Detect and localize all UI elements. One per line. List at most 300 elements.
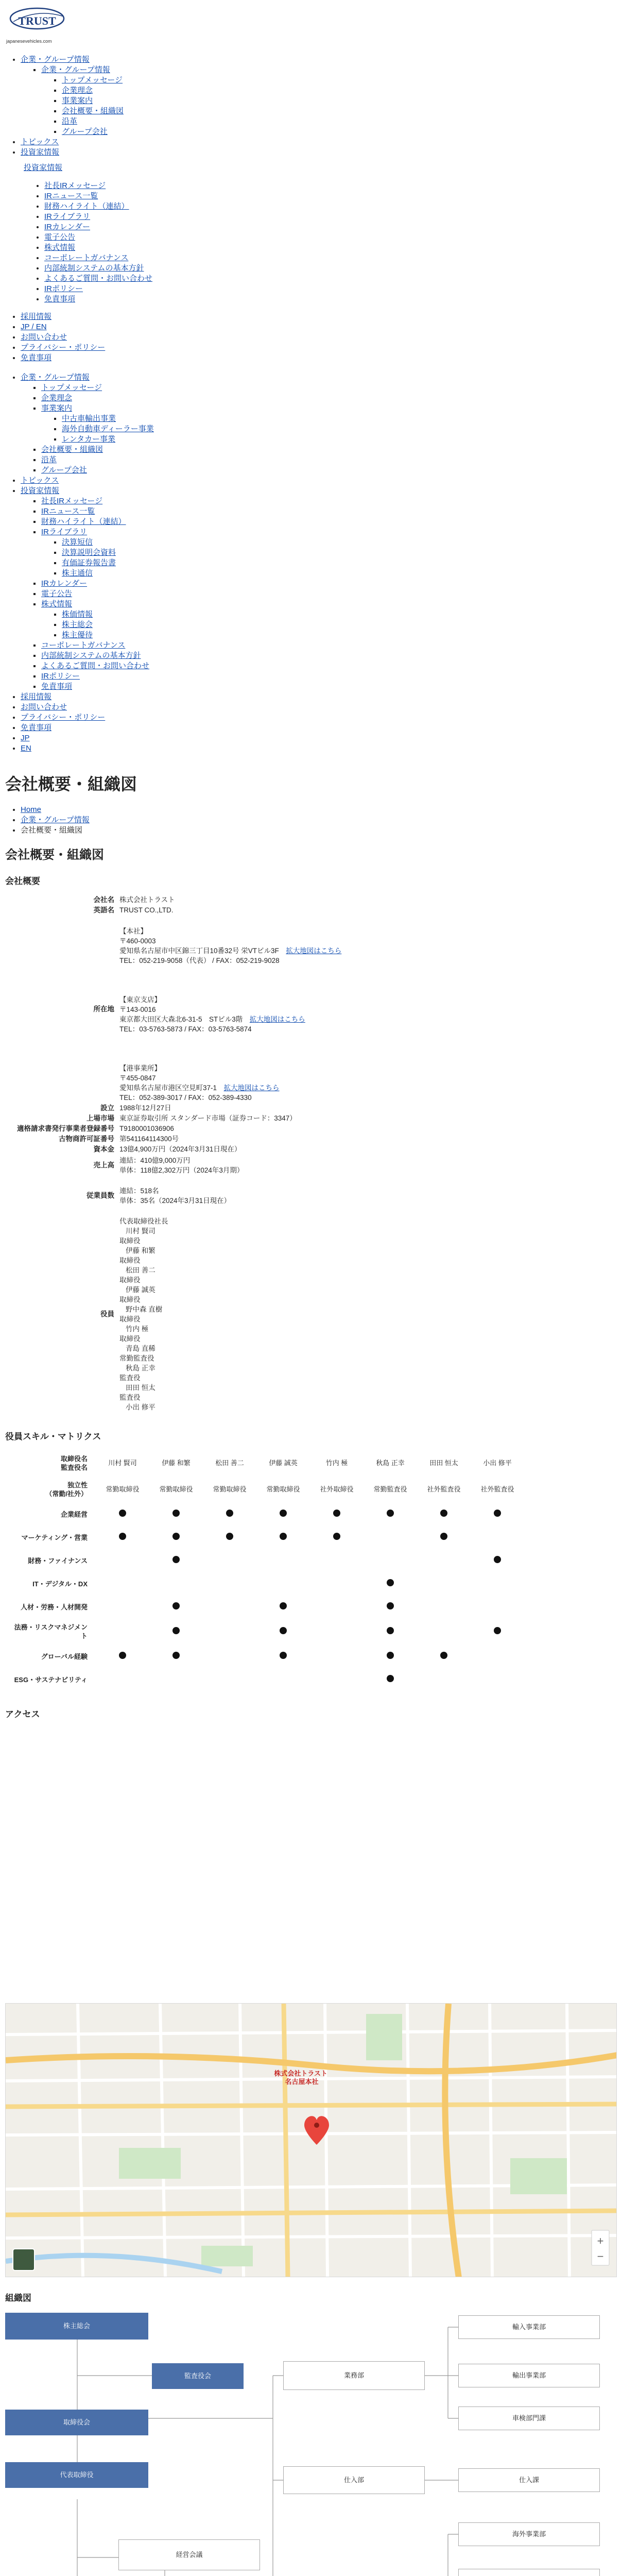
skill-cell <box>471 1503 524 1526</box>
skill-dot-icon <box>280 1627 287 1634</box>
tokyo-tel: TEL：03-5763-5873 / FAX：03-5763-5874 <box>119 1025 252 1033</box>
org-board: 取締役会 <box>5 2410 148 2435</box>
skill-cell <box>149 1645 203 1668</box>
full-menu-link[interactable]: 会社概要・組織図 <box>41 445 103 454</box>
menu-item-link[interactable]: 沿革 <box>62 117 78 126</box>
ir-menu-link[interactable]: 免責事項 <box>44 294 76 303</box>
menu-item-link[interactable]: グループ会社 <box>62 127 108 137</box>
officer-name: 竹内 極 <box>126 1325 149 1333</box>
misc-menu-item <box>21 343 622 353</box>
full-menu-link[interactable]: グループ会社 <box>41 465 87 474</box>
skill-label: 企業経営 <box>60 1510 88 1518</box>
full-menu-item <box>41 589 622 599</box>
org-marketing <box>458 2569 600 2576</box>
skill-dot-icon <box>387 1652 394 1659</box>
skills-col-position: 社外取締役 <box>320 1485 354 1494</box>
full-menu-item <box>62 630 622 640</box>
skill-dot-icon <box>387 1510 394 1517</box>
full-menu-link[interactable]: プライバシー・ポリシー <box>21 713 106 722</box>
full-menu-link[interactable]: IRライブラリ <box>41 527 88 536</box>
ir-menu-link[interactable]: コーポレートガバナンス <box>44 253 129 262</box>
full-menu-link[interactable]: 株価情報 <box>62 609 93 619</box>
skill-cell <box>203 1503 256 1526</box>
skill-dot-icon <box>333 1510 340 1517</box>
skills-col-position: 常勤取締役 <box>266 1485 300 1494</box>
full-menu-group <box>21 372 622 476</box>
ir-menu-link[interactable]: 電子公告 <box>44 232 76 242</box>
officers-cell <box>119 1216 341 1413</box>
company-table <box>10 895 341 1413</box>
full-menu-link[interactable]: 決算短信 <box>62 537 93 547</box>
full-menu-link[interactable]: 決算説明会資料 <box>62 548 116 557</box>
ir-menu-item <box>44 222 622 232</box>
skill-cell <box>417 1668 471 1691</box>
menu-item <box>62 116 622 127</box>
full-menu-link[interactable]: 企業理念 <box>41 393 73 402</box>
company-row <box>10 905 341 916</box>
full-menu-item <box>21 713 622 723</box>
skill-cell <box>471 1572 524 1596</box>
menu-group-sub-link[interactable]: 企業・グループ情報 <box>41 65 110 75</box>
skill-cell <box>256 1526 310 1549</box>
company-row <box>10 1103 341 1113</box>
zoom-in-icon[interactable]: + <box>597 2234 604 2247</box>
misc-menu-link[interactable]: プライバシー・ポリシー <box>21 343 106 352</box>
skill-cell <box>310 1572 364 1596</box>
skills-col-position: 常勤監査役 <box>373 1485 407 1494</box>
menu-ir-link[interactable]: 投資家情報 <box>21 148 60 157</box>
ir-menu-link[interactable]: IRライブラリ <box>44 212 91 221</box>
full-menu-item <box>41 682 622 692</box>
skill-dot-icon <box>333 1533 340 1540</box>
row-value: 東京証券取引所 スタンダード市場（証券コード：3347） <box>119 1114 297 1122</box>
misc-menu-item <box>21 322 622 332</box>
misc-menu-link[interactable]: お問い合わせ <box>21 332 67 342</box>
full-menu-link[interactable]: 免責事項 <box>21 723 52 732</box>
menu-group-sub <box>41 65 622 137</box>
skill-cell <box>471 1526 524 1549</box>
ir-menu <box>24 181 622 304</box>
row-value: 1988年12月27日 <box>119 1104 171 1112</box>
skill-label: 人材・労務・人材開発 <box>20 1603 88 1611</box>
full-menu-item <box>41 599 622 640</box>
org-export1: 輸入事業部 <box>458 2315 600 2339</box>
full-menu-item <box>41 393 622 403</box>
full-menu-item <box>62 609 622 620</box>
menu-item <box>62 106 622 116</box>
skill-cell <box>310 1668 364 1691</box>
officer-title: 取締役 <box>119 1334 141 1343</box>
skill-dot-icon <box>387 1675 394 1682</box>
full-menu-link[interactable]: トップメッセージ <box>41 383 102 392</box>
skill-label: 法務・リスクマネジメント <box>14 1623 88 1640</box>
breadcrumb-link[interactable]: 企業・グループ情報 <box>21 815 90 824</box>
skill-cell <box>471 1549 524 1572</box>
skill-cell <box>256 1572 310 1596</box>
officer-name: 松田 善二 <box>126 1266 156 1274</box>
page-title: 会社概要・組織図 <box>5 774 137 793</box>
skills-row <box>8 1596 524 1619</box>
skill-dot-icon <box>387 1602 394 1609</box>
skill-cell <box>256 1668 310 1691</box>
misc-menu-item <box>21 332 622 343</box>
skill-cell <box>417 1549 471 1572</box>
full-menu-item <box>21 476 622 486</box>
map-link[interactable]: 拡大地図はこちら <box>286 946 342 955</box>
full-menu-item <box>41 496 622 506</box>
access-heading: アクセス <box>5 1709 40 1719</box>
full-menu-stock-sub <box>41 609 622 640</box>
full-menu-link[interactable]: トピックス <box>21 476 59 485</box>
full-menu-link[interactable]: 事業案内 <box>41 403 73 413</box>
skills-col-position: 社外監査役 <box>480 1485 514 1494</box>
row-label: 資本金 <box>93 1145 114 1154</box>
skills-head-position: 独立性 （常勤/社外） <box>45 1481 88 1498</box>
skill-cell <box>96 1503 149 1526</box>
skill-cell <box>364 1645 417 1668</box>
officer-title: 取締役 <box>119 1256 141 1264</box>
skill-cell <box>96 1619 149 1645</box>
full-menu-link[interactable]: 社長IRメッセージ <box>41 496 103 505</box>
full-menu-item <box>41 517 622 527</box>
skill-cell <box>471 1619 524 1645</box>
skill-cell <box>149 1572 203 1596</box>
skill-dot-icon <box>440 1510 447 1517</box>
port-zip: 〒455-0847 <box>119 1074 156 1082</box>
row-value: 13億4,900万円（2024年3月31日現在） <box>119 1145 241 1154</box>
skill-cell <box>310 1503 364 1526</box>
skills-col-name: 田田 恒太 <box>429 1459 458 1467</box>
satellite-toggle[interactable] <box>13 2249 34 2270</box>
ir-menu-item <box>44 232 622 243</box>
zoom-control[interactable] <box>592 2230 609 2265</box>
full-menu-item <box>62 548 622 558</box>
org-import: 仕入部 <box>283 2466 425 2494</box>
full-menu-link[interactable]: 株主総会 <box>62 620 93 629</box>
full-menu <box>0 363 622 754</box>
officer-name: 伊藤 和繁 <box>126 1246 156 1255</box>
ir-menu-title[interactable]: 投資家情報 <box>24 163 63 173</box>
officer-title: 取締役 <box>119 1315 141 1323</box>
full-menu-item <box>41 455 622 465</box>
officer-title: 常勤監査役 <box>119 1354 154 1362</box>
skill-cell <box>417 1645 471 1668</box>
skill-cell <box>417 1526 471 1549</box>
skills-col-position: 常勤取締役 <box>106 1485 140 1494</box>
address-cell <box>119 916 341 1103</box>
menu-group-items <box>41 75 622 137</box>
skills-col-name: 松田 善二 <box>215 1459 244 1467</box>
full-menu-link[interactable]: レンタカー事業 <box>62 434 116 444</box>
ir-menu-link[interactable]: 財務ハイライト（連結） <box>44 201 129 211</box>
officer-title: 監査役 <box>119 1393 141 1401</box>
skills-header-row <box>8 1450 524 1477</box>
access-map[interactable] <box>5 2003 617 2277</box>
full-menu-link[interactable]: 沿革 <box>41 455 57 464</box>
full-menu-link[interactable]: コーポレートガバナンス <box>41 640 126 650</box>
full-menu-link[interactable]: IRカレンダー <box>41 579 88 588</box>
full-menu-item <box>62 568 622 579</box>
skill-cell <box>96 1526 149 1549</box>
skill-cell <box>310 1619 364 1645</box>
ir-menu-link[interactable]: 社長IRメッセージ <box>44 181 106 190</box>
full-menu-link[interactable]: 株主通信 <box>62 568 93 578</box>
skill-dot-icon <box>440 1652 447 1659</box>
row-label: 役員 <box>100 1310 114 1318</box>
skill-cell <box>471 1596 524 1619</box>
row-value: 連結：410億9,000万円 単体：118億2,302万円（2024年3月期） <box>119 1156 244 1174</box>
primary-menu <box>0 44 622 158</box>
skill-dot-icon <box>119 1652 126 1659</box>
skill-dot-icon <box>387 1627 394 1634</box>
ir-menu-item <box>44 263 622 274</box>
menu-item-link[interactable]: トップメッセージ <box>62 76 123 85</box>
skill-label: IT・デジタル・DX <box>32 1580 88 1588</box>
ir-menu-link[interactable]: 株式情報 <box>44 243 76 252</box>
ir-menu-item <box>44 253 622 263</box>
full-menu-link[interactable]: EN <box>21 743 31 753</box>
full-menu-link[interactable]: 株主優待 <box>62 630 93 639</box>
menu-item-link[interactable]: 事業案内 <box>62 96 93 106</box>
skills-col-name: 伊藤 和繁 <box>162 1459 191 1467</box>
company-row <box>10 1144 341 1155</box>
skill-cell <box>364 1526 417 1549</box>
breadcrumb-link[interactable]: Home <box>21 805 42 814</box>
full-menu-link[interactable]: 電子公告 <box>41 589 73 598</box>
skill-dot-icon <box>172 1602 180 1609</box>
full-menu-link[interactable]: 投資家情報 <box>21 486 60 495</box>
skill-label: ESG・サステナビリティ <box>14 1675 88 1684</box>
ir-menu-item <box>44 294 622 304</box>
ir-menu-link[interactable]: IRニュース一覧 <box>44 191 98 200</box>
skills-row <box>8 1526 524 1549</box>
misc-menu-item <box>21 353 622 363</box>
misc-menu-link[interactable]: JP / EN <box>21 322 47 331</box>
skill-cell <box>417 1596 471 1619</box>
misc-menu <box>0 304 622 363</box>
ir-menu-item <box>44 274 622 284</box>
row-label: 売上高 <box>93 1161 114 1169</box>
full-menu-item <box>41 661 622 671</box>
org-import-sec: 仕入課 <box>458 2468 600 2492</box>
org-risk: 経営会議 <box>118 2539 260 2570</box>
menu-topics-link[interactable]: トピックス <box>21 138 59 147</box>
misc-menu-item <box>21 312 622 322</box>
breadcrumb <box>0 805 622 836</box>
org-car: 車検部門課 <box>458 2406 600 2430</box>
full-menu-item <box>21 733 622 743</box>
skills-row <box>8 1668 524 1691</box>
map-pin-label: 株式会社トラスト 名古屋本社 <box>274 2069 327 2086</box>
menu-group <box>21 55 622 137</box>
skills-row <box>8 1645 524 1668</box>
officer-name: 青島 直稀 <box>126 1344 156 1352</box>
skill-dot-icon <box>280 1510 287 1517</box>
full-menu-link[interactable]: よくあるご質問・お問い合わせ <box>41 661 150 670</box>
skill-label: グローバル経験 <box>41 1652 88 1660</box>
row-label: 適格請求書発行事業者登録番号 <box>17 1125 114 1133</box>
zoom-out-icon[interactable]: − <box>597 2249 604 2263</box>
map-image <box>6 2004 617 2277</box>
misc-menu-link[interactable]: 免責事項 <box>21 353 52 362</box>
map-link[interactable]: 拡大地図はこちら <box>249 1015 305 1023</box>
org-auditors: 監査役会 <box>152 2363 244 2389</box>
tokyo-zip: 〒143-0016 <box>119 1005 156 1013</box>
ir-menu-link[interactable]: IRポリシー <box>44 284 83 293</box>
skill-cell <box>310 1549 364 1572</box>
skills-col-position: 常勤取締役 <box>213 1485 247 1494</box>
full-menu-item <box>41 403 622 445</box>
full-menu-link[interactable]: 有価証券報告書 <box>62 558 116 567</box>
full-menu-item <box>41 671 622 682</box>
skill-cell <box>364 1596 417 1619</box>
company-row <box>10 916 341 1103</box>
menu-group-link[interactable]: 企業・グループ情報 <box>21 55 90 64</box>
skill-cell <box>203 1549 256 1572</box>
row-label: 会社名 <box>93 896 114 904</box>
skill-dot-icon <box>172 1510 180 1517</box>
row-label: 設立 <box>100 1104 114 1112</box>
full-menu-link[interactable]: お問い合わせ <box>21 702 67 711</box>
section-title: 会社概要・組織図 <box>5 848 104 862</box>
skills-row <box>8 1572 524 1596</box>
menu-item-link[interactable]: 企業理念 <box>62 86 93 95</box>
row-value: T9180001036906 <box>119 1125 174 1133</box>
hq-address: 愛知県名古屋市中区錦三丁目10番32号 栄VTビル3F 拡大地図はこちら <box>119 946 342 955</box>
full-menu-item <box>21 743 622 754</box>
full-menu-irlib-sub <box>41 537 622 579</box>
skills-matrix <box>8 1450 524 1691</box>
full-menu-item <box>41 445 622 455</box>
map-link[interactable]: 拡大地図はこちら <box>223 1083 280 1092</box>
full-menu-item <box>21 702 622 713</box>
menu-item <box>62 86 622 96</box>
full-menu-item <box>62 558 622 568</box>
skill-cell <box>256 1596 310 1619</box>
skill-cell <box>256 1619 310 1645</box>
skill-cell <box>256 1503 310 1526</box>
full-menu-ir-sub <box>21 496 622 692</box>
port-tel: TEL：052-389-3017 / FAX：052-389-4330 <box>119 1093 252 1101</box>
skills-col-name: 小出 修平 <box>483 1459 512 1467</box>
skill-cell <box>149 1503 203 1526</box>
full-menu-item <box>62 620 622 630</box>
full-menu-link[interactable]: 株式情報 <box>41 599 73 608</box>
misc-menu-link[interactable]: 採用情報 <box>21 312 52 321</box>
menu-item-link[interactable]: 会社概要・組織図 <box>62 107 124 116</box>
full-menu-link[interactable]: IRニュース一覧 <box>41 506 95 516</box>
skill-cell <box>203 1526 256 1549</box>
full-menu-link[interactable]: 内部統制システムの基本方針 <box>41 651 141 660</box>
full-menu-group-sub <box>21 383 622 476</box>
menu-item <box>62 75 622 86</box>
full-menu-link[interactable]: 免責事項 <box>41 682 73 691</box>
company-row <box>10 1134 341 1144</box>
menu-group-submenu <box>21 65 622 137</box>
row-value: 株式会社トラスト <box>119 896 175 904</box>
skill-cell <box>471 1668 524 1691</box>
skills-col-name: 川村 賢司 <box>108 1459 137 1467</box>
menu-topics <box>21 137 622 147</box>
skills-row <box>8 1503 524 1526</box>
row-value: TRUST CO.,LTD. <box>119 906 174 914</box>
skills-body <box>8 1503 524 1691</box>
skill-label: マーケティング・営業 <box>21 1533 88 1541</box>
skill-dot-icon <box>280 1602 287 1609</box>
officer-name: 田田 恒太 <box>126 1383 156 1392</box>
skill-cell <box>310 1645 364 1668</box>
skill-cell <box>310 1526 364 1549</box>
skill-cell <box>364 1503 417 1526</box>
full-menu-link[interactable]: 海外自動車ディーラー事業 <box>62 424 154 433</box>
hq-zip: 〒460-0003 <box>119 937 156 945</box>
full-menu-item <box>21 692 622 702</box>
skill-label: 財務・ファイナンス <box>28 1556 88 1565</box>
full-menu-item <box>41 651 622 661</box>
skill-cell <box>96 1596 149 1619</box>
full-menu-item <box>41 465 622 476</box>
menu-item <box>62 127 622 137</box>
trust-logo[interactable] <box>6 4 73 38</box>
skill-cell <box>417 1572 471 1596</box>
full-menu-business-sub <box>41 414 622 445</box>
full-menu-link[interactable]: 採用情報 <box>21 692 52 701</box>
company-row <box>10 1124 341 1134</box>
officer-title: 取締役 <box>119 1236 141 1245</box>
hq-title: 【本社】 <box>119 927 147 935</box>
ir-menu-item <box>44 284 622 294</box>
company-row <box>10 1113 341 1124</box>
row-label: 英語名 <box>93 906 114 914</box>
skill-dot-icon <box>494 1510 501 1517</box>
full-menu-link[interactable]: 企業・グループ情報 <box>21 372 90 382</box>
skill-dot-icon <box>494 1556 501 1563</box>
skill-cell <box>364 1619 417 1645</box>
skills-row <box>8 1619 524 1645</box>
logo-text: TRUST <box>18 14 56 27</box>
org-heading: 組織図 <box>5 2293 31 2303</box>
officer-name: 川村 賢司 <box>126 1227 156 1235</box>
skill-cell <box>364 1549 417 1572</box>
full-menu-link[interactable]: 財務ハイライト（連結） <box>41 517 126 526</box>
full-menu-link[interactable]: IRポリシー <box>41 671 80 681</box>
full-menu-link[interactable]: 中古車輸出事業 <box>62 414 116 423</box>
logo-subtitle: japanesevehicles.com <box>6 39 52 44</box>
org-chart <box>5 2313 618 2576</box>
skills-row <box>8 1549 524 1572</box>
ir-menu-item <box>44 243 622 253</box>
full-menu-link[interactable]: JP <box>21 733 30 742</box>
overview-heading: 会社概要 <box>5 876 40 887</box>
skills-head-name: 取締役名 監査役名 <box>60 1454 88 1472</box>
company-row <box>10 1216 341 1413</box>
skills-col-position: 社外監査役 <box>427 1485 461 1494</box>
ir-menu-link[interactable]: IRカレンダー <box>44 222 91 231</box>
ir-menu-link[interactable]: 内部統制システムの基本方針 <box>44 263 144 273</box>
full-menu-item <box>62 434 622 445</box>
skill-cell <box>96 1645 149 1668</box>
skill-dot-icon <box>172 1652 180 1659</box>
company-row <box>10 1155 341 1176</box>
ir-menu-link[interactable]: よくあるご質問・お問い合わせ <box>44 274 153 283</box>
skills-col-name: 秋島 正幸 <box>376 1459 405 1467</box>
skill-dot-icon <box>387 1579 394 1586</box>
breadcrumb-item: • 会社概要・組織図 <box>21 825 622 836</box>
skill-cell <box>310 1596 364 1619</box>
ir-menu-item <box>44 212 622 222</box>
full-menu-item <box>41 506 622 517</box>
company-row <box>10 1176 341 1216</box>
